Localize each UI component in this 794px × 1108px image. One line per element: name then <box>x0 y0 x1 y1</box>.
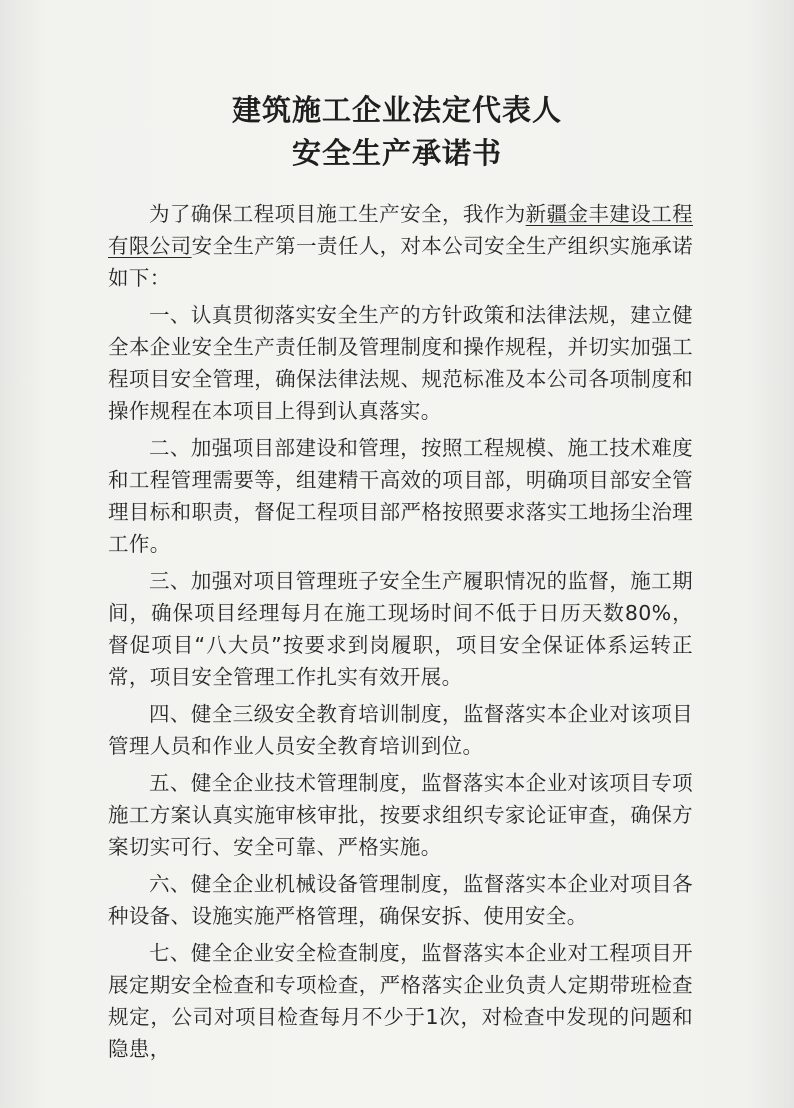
company-name: 新疆金丰建设工程有限公司 <box>108 202 693 258</box>
commitment-item-1: 一、认真贯彻落实安全生产的方针政策和法律法规，建立健全本企业安全生产责任制及管理制度和操作规程，并切实加强工程项目安全管理，确保法律法规、规范标准及本公司各项制度和操作规程在本项目上得到认真落实。 <box>108 303 693 423</box>
document-body <box>108 198 693 1070</box>
intro-text-after: 安全生产第一责任人，对本公司安全生产组织实施承诺如下： <box>108 234 693 290</box>
commitment-item-2: 二、加强项目部建设和管理，按照工程规模、施工技术难度和工程管理需要等，组建精干高效的项目部，明确项目部安全管理目标和职责，督促工程项目部严格按照要求落实工地扬尘治理工作。 <box>108 436 693 556</box>
commitment-item-4: 四、健全三级安全教育培训制度，监督落实本企业对该项目管理人员和作业人员安全教育培训到位。 <box>108 702 693 758</box>
document-title-line-2: 安全生产承诺书 <box>291 136 502 170</box>
commitment-item-5: 五、健全企业技术管理制度，监督落实本企业对该项目专项施工方案认真实施审核审批，按要求组织专家论证审查，确保方案切实可行、安全可靠、严格实施。 <box>108 771 693 859</box>
commitment-item-3: 三、加强对项目管理班子安全生产履职情况的监督，施工期间，确保项目经理每月在施工现场时间不低于日历天数80%，督促项目“八大员”按要求到岗履职，项目安全保证体系运转正常，项目安全管理工作扎实有效开展。 <box>108 569 693 689</box>
commitment-item-6: 六、健全企业机械设备管理制度，监督落实本企业对项目各种设备、设施实施严格管理，确保安拆、使用安全。 <box>108 872 693 928</box>
intro-paragraph <box>108 198 693 294</box>
document-title-line-1: 建筑施工企业法定代表人 <box>231 93 562 127</box>
intro-text-before: 为了确保工程项目施工生产安全，我作为 <box>149 202 526 226</box>
commitment-item-7: 七、健全企业安全检查制度，监督落实本企业对工程项目开展定期安全检查和专项检查，严格落实企业负责人定期带班检查规定，公司对项目检查每月不少于1次，对检查中发现的问题和隐患， <box>108 941 693 1061</box>
